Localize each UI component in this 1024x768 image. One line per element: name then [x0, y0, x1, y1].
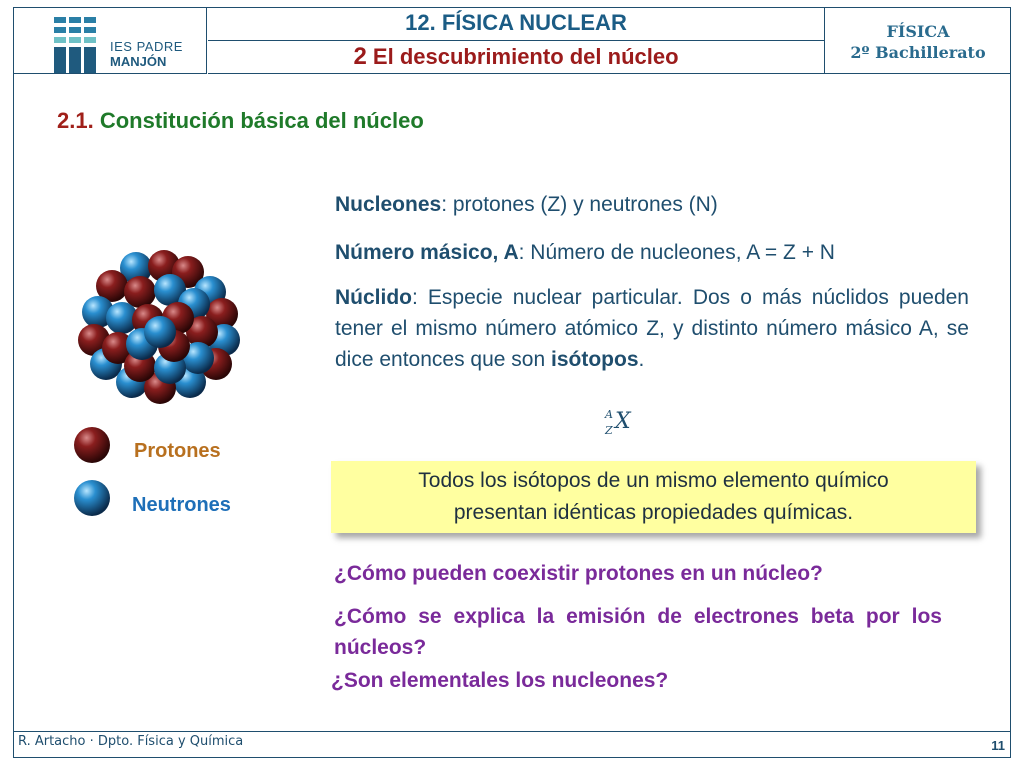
logo-grid-icon	[52, 15, 104, 75]
logo-line-2: MANJÓN	[110, 54, 167, 69]
logo-line-1: IES PADRE	[110, 39, 183, 54]
neutrons-label-text: Neutrones	[132, 494, 231, 516]
subject-label: FÍSICA	[886, 22, 950, 41]
question-2: ¿Cómo se explica la emisión de electrones beta por los núcleos?	[334, 605, 942, 659]
nucleones-term: Nucleones	[335, 193, 442, 216]
nucleus-illustration	[78, 248, 244, 408]
nuclido-definition	[335, 282, 969, 375]
unit-title: 12. FÍSICA NUCLEAR	[208, 8, 824, 41]
numero-masico-definition	[335, 241, 835, 265]
nuclido-term: Núclido	[335, 286, 412, 309]
numero-masico-term: Número másico, A	[335, 241, 519, 264]
topic-title-row	[208, 41, 824, 74]
proton-sphere-icon	[72, 425, 112, 465]
logo-text	[110, 39, 183, 69]
section-title	[57, 108, 424, 134]
question-1: ¿Cómo pueden coexistir protones en un núcleo?	[334, 562, 823, 585]
nuclido-text: : Especie nuclear particular. Dos o más núclidos pueden tener el mismo número atómico Z, y distinto número másico A, se dice entonces que son	[335, 286, 969, 371]
nucleus-spheres	[78, 250, 240, 404]
neutron-sphere-icon	[72, 478, 112, 518]
school-logo	[14, 8, 207, 74]
neutrons-label	[132, 494, 231, 517]
protons-label	[134, 440, 221, 463]
numero-masico-text: : Número de nucleones, A = Z + N	[518, 241, 835, 264]
page-number: 11	[991, 738, 1005, 753]
question-3: ¿Son elementales los nucleones?	[331, 669, 669, 692]
notation-atomic-number: Z	[605, 424, 613, 437]
section-title-text: Constitución básica del núcleo	[99, 108, 424, 133]
callout-line-2: presentan idénticas propiedades químicas.	[453, 501, 854, 524]
topic-title: El descubrimiento del núcleo	[372, 44, 679, 69]
nucleones-text: : protones (Z) y neutrones (N)	[441, 193, 718, 216]
notation-mass-number: A	[605, 408, 613, 421]
section-number: 2.1.	[57, 108, 94, 133]
footer-author: R. Artacho · Dpto. Física y Química	[18, 734, 244, 749]
isotopes-callout	[331, 461, 976, 533]
protons-label-text: Protones	[134, 440, 221, 462]
subject-box	[824, 8, 1011, 74]
callout-line-1: Todos los isótopos de un mismo elemento químico	[418, 469, 889, 492]
isotopos-term: isótopos	[551, 348, 639, 371]
nucleones-definition	[335, 193, 718, 217]
course-label: 2º Bachillerato	[850, 43, 986, 62]
topic-number: 2	[353, 43, 367, 70]
isotopos-end: .	[638, 348, 645, 371]
footer-divider	[14, 731, 1010, 732]
title-box	[208, 8, 824, 74]
notation-symbol: X	[615, 409, 631, 434]
